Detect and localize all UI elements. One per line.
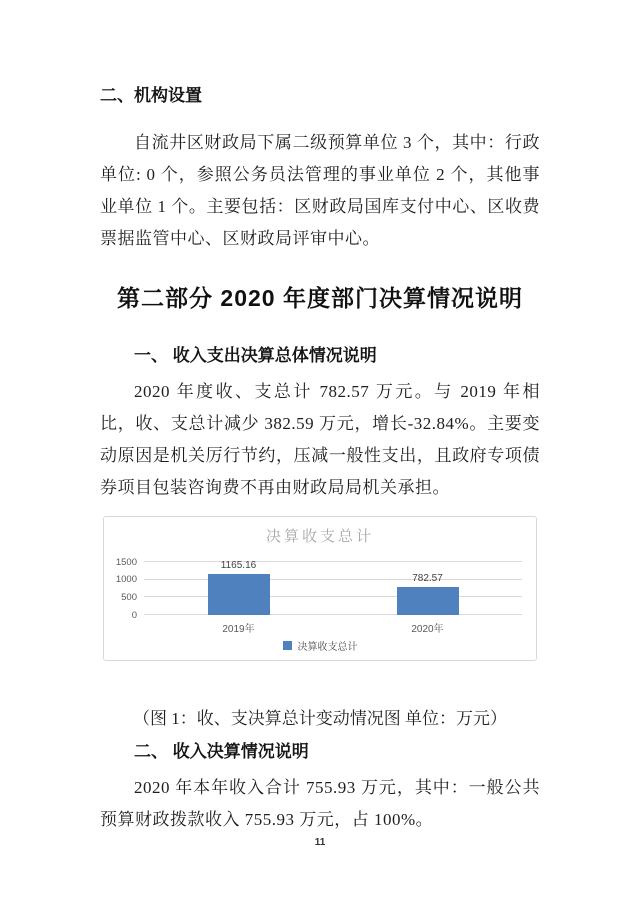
category-slot <box>144 559 333 635</box>
legend-swatch <box>283 641 292 650</box>
chart-title: 决算收支总计 <box>265 528 374 545</box>
y-axis-tick-label: 1000 <box>115 573 137 585</box>
x-axis-tick-label: 2019年 <box>222 624 255 635</box>
paragraph-overall: 2020 年度收、支总计 782.57 万元。与 2019 年相比，收、支总计减少 382.59 万元，增长-32.84%。主要变动原因是机关厉行节约，压减一般性支出，且政府专项债券项目包装咨询费不再由财政局局机关承担。 <box>100 382 540 497</box>
bar <box>397 587 459 615</box>
chart-legend <box>104 638 536 653</box>
bar-chart <box>103 516 537 661</box>
document-content <box>100 0 540 836</box>
section-heading-overall: 一、 收入支出决算总体情况说明 <box>134 346 377 365</box>
part2-title: 第二部分 2020 年度部门决算情况说明 <box>117 285 523 311</box>
section-heading-income: 二、 收入决算情况说明 <box>134 742 309 761</box>
y-axis-tick-label: 1500 <box>115 556 137 568</box>
x-axis-tick-label: 2020年 <box>411 624 444 635</box>
paragraph-org: 自流井区财政局下属二级预算单位 3 个，其中：行政单位: 0 个，参照公务员法管理的事业单位 2 个，其他事业单位 1 个。主要包括：区财政局国库支付中心、区收费票据监管中心、区财政局评审中心。 <box>100 133 540 248</box>
bar <box>208 574 270 615</box>
chart-plot <box>115 556 522 635</box>
paragraph-income: 2020 年本年收入合计 755.93 万元，其中：一般公共预算财政拨款收入 755.93 万元，占 100%。 <box>100 778 540 829</box>
legend-label: 决算收支总计 <box>297 642 358 653</box>
category-slot <box>333 562 522 635</box>
y-axis-tick-label: 500 <box>121 591 137 603</box>
section-heading-org: 二、机构设置 <box>100 86 202 105</box>
page-number: 11 <box>314 837 326 848</box>
figure-caption: （图 1：收、支决算总计变动情况图 单位：万元） <box>133 709 507 728</box>
bar-value-label: 1165.16 <box>220 559 257 571</box>
y-axis-tick-label: 0 <box>131 609 137 621</box>
bar-value-label: 782.57 <box>412 573 443 585</box>
